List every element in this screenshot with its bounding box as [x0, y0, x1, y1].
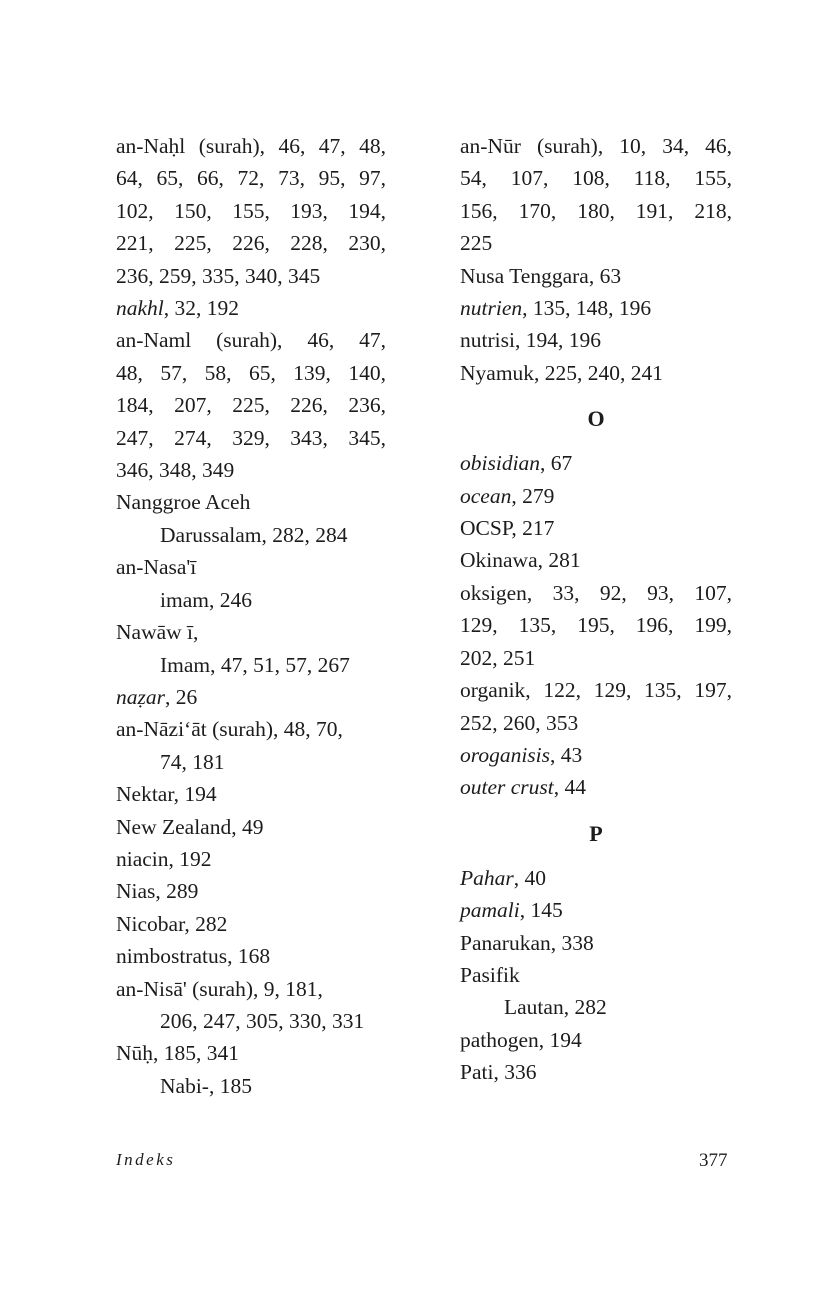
- index-entry-ocsp: OCSP, 217: [460, 516, 555, 541]
- entry-subline: Lautan, 282: [504, 995, 607, 1020]
- index-entry-nutrien: [460, 292, 732, 324]
- index-entry-an-nisa: [116, 973, 386, 1038]
- index-entry-an-nur: [460, 130, 732, 260]
- entry-term: Pahar: [460, 865, 514, 890]
- entry-line: oksigen, 33, 92, 93, 107,: [460, 580, 732, 605]
- entry-line: 252, 260, 353: [460, 710, 579, 735]
- entry-line: organik, 122, 129, 135, 197,: [460, 678, 732, 703]
- index-entry-nusa-tenggara: Nusa Tenggara, 63: [460, 263, 622, 288]
- index-entry-nektar: Nektar, 194: [116, 782, 217, 807]
- index-entry-nimbostratus: nimbostratus, 168: [116, 944, 271, 969]
- entry-term: nakhl: [116, 296, 164, 321]
- left-index-column: [116, 130, 386, 1102]
- index-entry-niacin: niacin, 192: [116, 846, 212, 871]
- entry-pages: , 145: [519, 898, 563, 923]
- index-entry-pati: Pati, 336: [460, 1060, 537, 1085]
- index-entry-panarukan: Panarukan, 338: [460, 930, 594, 955]
- index-entry-pasifik: [460, 959, 732, 1024]
- entry-term: ocean: [460, 483, 512, 508]
- entry-term: nutrien: [460, 296, 523, 321]
- index-entry-pamali: [460, 894, 732, 926]
- index-entry-nazar: [116, 681, 386, 713]
- entry-subline: 206, 247, 305, 330, 331: [160, 1008, 365, 1033]
- entry-line: 202, 251: [460, 645, 536, 670]
- entry-pages: , 279: [511, 483, 555, 508]
- right-index-column: [460, 130, 732, 1089]
- entry-pages: , 135, 148, 196: [522, 296, 652, 321]
- entry-subline: Imam, 47, 51, 57, 267: [160, 652, 350, 677]
- index-entry-an-naziat: [116, 713, 386, 778]
- entry-pages: , 43: [550, 742, 583, 767]
- entry-term: naẓar: [116, 684, 165, 709]
- entry-line: 156, 170, 180, 191, 218,: [460, 198, 732, 223]
- page-number: 377: [699, 1150, 728, 1171]
- index-entry-nuh: [116, 1037, 386, 1102]
- index-entry-an-nasai: [116, 551, 386, 616]
- index-entry-nias: Nias, 289: [116, 879, 199, 904]
- entry-pages: , 67: [540, 451, 573, 476]
- index-entry-an-nahl: [116, 130, 386, 292]
- entry-text: Pasifik: [460, 962, 520, 987]
- entry-text: Nūḥ, 185, 341: [116, 1041, 240, 1066]
- entry-line: 129, 135, 195, 196, 199,: [460, 613, 732, 638]
- running-head: Indeks: [116, 1150, 176, 1169]
- index-entry-nawawi: [116, 616, 386, 681]
- entry-line: 247, 274, 329, 343, 345,: [116, 425, 386, 450]
- index-entry-okinawa: Okinawa, 281: [460, 548, 581, 573]
- entry-line: an-Naḥl (surah), 46, 47, 48,: [116, 134, 386, 158]
- entry-line: 221, 225, 226, 228, 230,: [116, 231, 386, 256]
- entry-term: outer crust: [460, 775, 554, 800]
- index-entry-oroganisis: [460, 739, 732, 771]
- entry-term: oroganisis: [460, 742, 550, 767]
- index-entry-nutrisi: nutrisi, 194, 196: [460, 328, 601, 353]
- entry-line: 54, 107, 108, 118, 155,: [460, 166, 732, 191]
- entry-subline: Darussalam, 282, 284: [160, 522, 348, 547]
- index-entry-nyamuk: Nyamuk, 225, 240, 241: [460, 360, 664, 385]
- index-entry-outer-crust: [460, 771, 732, 803]
- entry-text: Nanggroe Aceh: [116, 490, 251, 515]
- index-entry-new-zealand: New Zealand, 49: [116, 814, 264, 839]
- entry-line: an-Naml (surah), 46, 47,: [116, 328, 386, 353]
- entry-line: an-Nūr (surah), 10, 34, 46,: [460, 134, 732, 158]
- entry-pages: , 40: [513, 865, 546, 890]
- entry-text: an-Nasa'ī: [116, 555, 197, 580]
- entry-term: obisidian: [460, 451, 541, 476]
- section-heading-o: O: [587, 406, 605, 432]
- entry-subline: Nabi-, 185: [160, 1073, 252, 1098]
- index-entry-obisidian: [460, 447, 732, 479]
- entry-subline: imam, 246: [160, 587, 252, 612]
- index-entry-organik: [460, 674, 732, 739]
- index-entry-nakhl: [116, 292, 386, 324]
- entry-pages: , 26: [164, 684, 198, 709]
- entry-line: 225: [460, 231, 493, 256]
- entry-text: an-Nisā' (surah), 9, 181,: [116, 976, 323, 1001]
- entry-pages: , 44: [553, 775, 587, 800]
- index-entry-pathogen: pathogen, 194: [460, 1027, 582, 1052]
- index-entry-ocean: [460, 480, 732, 512]
- index-entry-an-naml: [116, 324, 386, 486]
- section-heading-p: P: [589, 820, 603, 846]
- index-entry-nanggroe-aceh: [116, 486, 386, 551]
- entry-line: 346, 348, 349: [116, 458, 235, 483]
- entry-text: an-Nāzi‘āt (surah), 48, 70,: [116, 717, 343, 742]
- index-entry-pahar: [460, 862, 732, 894]
- entry-line: 64, 65, 66, 72, 73, 95, 97,: [116, 166, 386, 191]
- entry-subline: 74, 181: [160, 749, 225, 774]
- entry-line: 236, 259, 335, 340, 345: [116, 263, 321, 288]
- entry-line: 48, 57, 58, 65, 139, 140,: [116, 360, 386, 385]
- entry-text: Nawāw ī,: [116, 620, 199, 645]
- entry-line: 102, 150, 155, 193, 194,: [116, 198, 386, 223]
- entry-line: 184, 207, 225, 226, 236,: [116, 393, 386, 418]
- entry-pages: , 32, 192: [163, 296, 240, 321]
- index-entry-nicobar: Nicobar, 282: [116, 911, 228, 936]
- entry-term: pamali: [460, 898, 520, 923]
- index-entry-oksigen: [460, 577, 732, 674]
